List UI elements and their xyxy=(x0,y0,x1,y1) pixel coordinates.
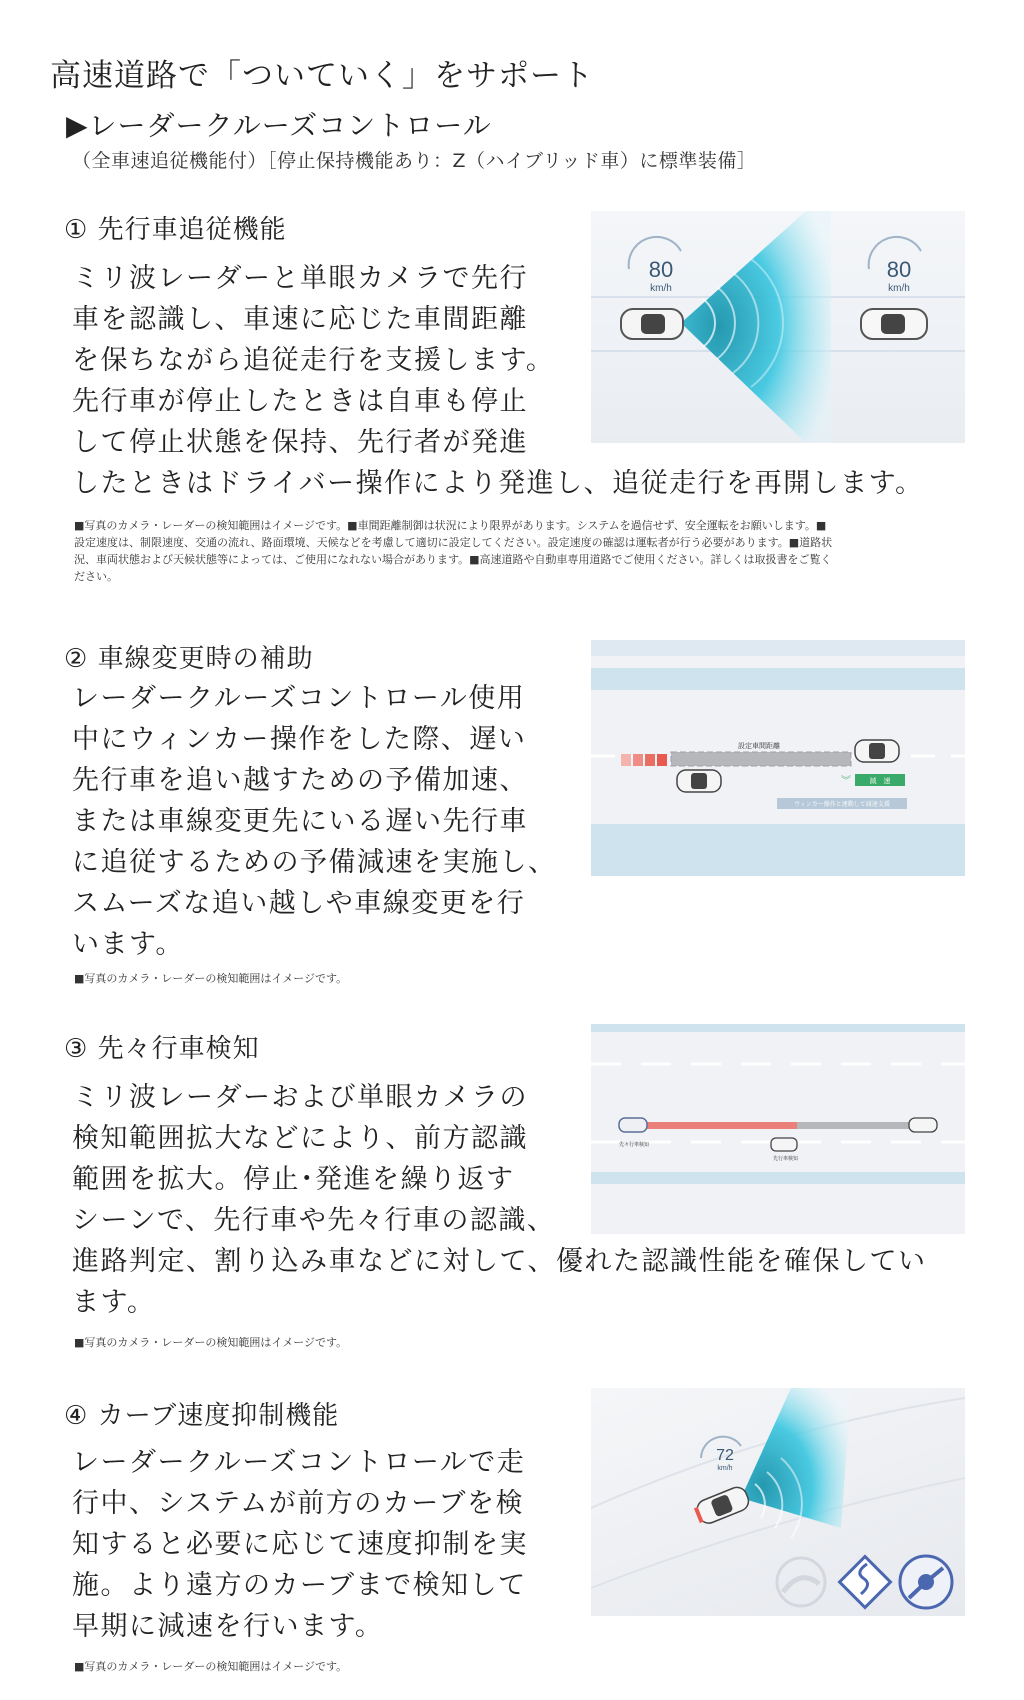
illustration-preceding xyxy=(591,1024,965,1234)
label-distance: 設定車間距離 xyxy=(738,742,780,750)
speed-left: 80 xyxy=(648,257,674,282)
section-heading-lane-change: ② 車線変更時の補助 xyxy=(64,644,314,674)
section-subtitle: ▶レーダークルーズコントロール xyxy=(66,109,492,142)
section-heading-following: ① 先行車追従機能 xyxy=(64,215,287,245)
body-line: 先行車が停止したときは自車も停止 xyxy=(72,386,528,417)
body-line: 進路判定、割り込み車などに対して、優れた認識性能を確保してい xyxy=(72,1246,927,1277)
body-line: 検知範囲拡大などにより、前方認識 xyxy=(72,1123,528,1154)
speed-unit-left: km/h xyxy=(650,283,672,294)
label-lead: 先行車検知 xyxy=(773,1156,799,1162)
illustration-lane-change xyxy=(591,640,965,876)
fine-print-curve: ■写真のカメラ・レーダーの検知範囲はイメージです。 xyxy=(74,1660,348,1673)
body-line: 中にウィンカー操作をした際、遅い xyxy=(72,724,527,755)
fine-line: ■写真のカメラ・レーダーの検知範囲はイメージです。■車間距離制御は状況により限界があります。システムを過信せず、安全運転をお願いします。■ xyxy=(74,519,827,532)
lead-car xyxy=(771,1138,797,1151)
section-body-lane-change xyxy=(72,678,557,965)
own-car xyxy=(909,1118,937,1132)
fine-print-lane-change: ■写真のカメラ・レーダーの検知範囲はイメージです。 xyxy=(74,972,348,985)
own-car xyxy=(692,1484,751,1526)
body-line: 範囲を拡大。停止･発進を繰り返す xyxy=(72,1164,515,1195)
speed-unit-right: km/h xyxy=(888,283,910,294)
body-line: して停止状態を保持、先行者が発進 xyxy=(72,427,528,458)
own-car xyxy=(621,309,683,339)
speed-right: 80 xyxy=(886,257,912,282)
body-line: または車線変更先にいる遅い先行車 xyxy=(72,806,528,837)
body-line: に追従するための予備減速を実施し、 xyxy=(72,847,557,878)
body-line: レーダークルーズコントロール使用 xyxy=(72,683,526,714)
body-line: 施。より遠方のカーブまで検知して xyxy=(72,1570,527,1601)
label-decel: 減 速 xyxy=(869,777,891,785)
radar-beam xyxy=(681,211,831,443)
lead-car xyxy=(861,309,927,339)
body-line: を保ちながら追従走行を支援します。 xyxy=(72,345,555,376)
section-heading-preceding: ③ 先々行車検知 xyxy=(64,1034,260,1064)
own-car xyxy=(677,770,721,792)
fine-line: 設定速度は、制限速度、交通の流れ、路面環境、天候などを考慮して適切に設定してください。設定速度の確認は運転者が行う必要があります。■道路状 xyxy=(74,536,833,549)
far-lead-car xyxy=(619,1118,647,1132)
label-far-lead: 先々行車検知 xyxy=(619,1142,650,1148)
equipment-note: （全車速追従機能付）［停止保持機能あり：Z（ハイブリッド車）に標準装備］ xyxy=(72,150,757,172)
body-line: レーダークルーズコントロールで走 xyxy=(72,1447,526,1478)
speed-unit: km/h xyxy=(717,1465,733,1472)
distance-bar xyxy=(621,752,851,766)
body-line: スムーズな追い越しや車線変更を行 xyxy=(72,888,526,919)
fine-print-preceding: ■写真のカメラ・レーダーの検知範囲はイメージです。 xyxy=(74,1336,348,1349)
fine-line: 況、車両状態および天候状態等によっては、ご使用になれない場合があります。■高速道路や自動車専用道路でご使用ください。詳しくは取扱書をご覧く xyxy=(74,553,832,566)
radar-beam xyxy=(741,1388,851,1528)
body-line: シーンで、先行車や先々行車の認識、 xyxy=(72,1205,556,1236)
hand-on-wheel-icon xyxy=(777,1558,825,1606)
body-line: ミリ波レーダーと単眼カメラで先行 xyxy=(72,263,528,294)
curve-sign-icon xyxy=(840,1557,891,1608)
speed-control-icon xyxy=(900,1556,952,1608)
label-caption: ウィンカー操作と連動して減速支援 xyxy=(794,801,890,808)
body-line: 知すると必要に応じて速度抑制を実 xyxy=(72,1529,528,1560)
body-line: います。 xyxy=(72,929,184,960)
body-line: 行中、システムが前方のカーブを検 xyxy=(72,1488,524,1519)
fine-line: ださい。 xyxy=(74,570,118,583)
body-line: 先行車を追い越すための予備加速、 xyxy=(72,765,528,796)
svg-text:︾: ︾ xyxy=(841,776,851,787)
lead-car xyxy=(855,740,899,762)
fine-print-following xyxy=(74,517,832,585)
body-line: したときはドライバー操作により発進し、追従走行を再開します。 xyxy=(72,468,924,499)
body-line: ます。 xyxy=(72,1287,156,1318)
body-line: ミリ波レーダーおよび単眼カメラの xyxy=(72,1082,528,1113)
body-line: 早期に減速を行います。 xyxy=(72,1611,384,1642)
illustration-following xyxy=(591,211,965,443)
illustration-curve xyxy=(591,1388,965,1616)
speed-readout: 72 xyxy=(716,1447,734,1464)
distance-bar xyxy=(647,1122,909,1129)
body-line: 車を認識し、車速に応じた車間距離 xyxy=(72,304,528,335)
page-title: 高速道路で「ついていく」をサポート xyxy=(50,58,594,94)
section-body-curve xyxy=(72,1442,528,1647)
section-heading-curve: ④ カーブ速度抑制機能 xyxy=(64,1401,340,1431)
